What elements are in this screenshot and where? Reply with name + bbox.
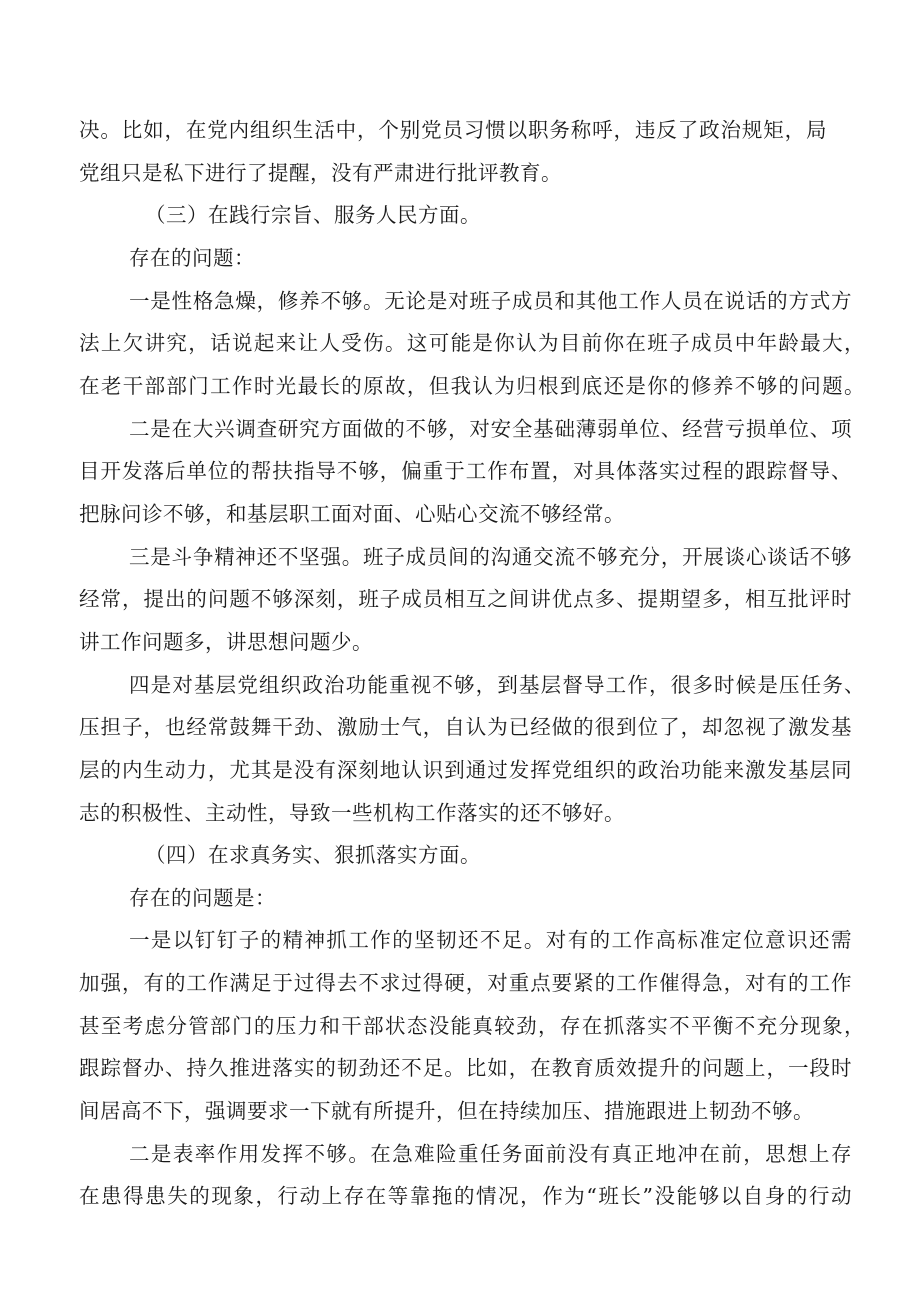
text-line: 四是对基层党组织政治功能重视不够，到基层督导工作，很多时候是压任务、 xyxy=(129,673,865,697)
text-line: 志的积极性、主动性，导致一些机构工作落实的还不够好。 xyxy=(79,801,625,825)
text-line: 跟踪督办、持久推进落实的韧劲还不足。比如，在教育质效提升的问题上，一段时 xyxy=(79,1056,852,1080)
text-line: 存在的问题是： xyxy=(129,886,276,910)
text-line: 层的内生动力，尤其是没有深刻地认识到通过发挥党组织的政治功能来激发基层同 xyxy=(79,758,852,782)
text-line: 间居高不下，强调要求一下就有所提升，但在持续加压、措施跟进上韧劲不够。 xyxy=(79,1099,814,1123)
text-line: 党组只是私下进行了提醒，没有严肃进行批评教育。 xyxy=(79,161,562,185)
text-line: 三是斗争精神还不坚强。班子成员间的沟通交流不够充分，开展谈心谈话不够 xyxy=(129,545,852,569)
text-line: 二是表率作用发挥不够。在急难险重任务面前没有真正地冲在前，思想上存 xyxy=(129,1142,852,1166)
text-line: 加强，有的工作满足于过得去不求过得硬，对重点要紧的工作催得急，对有的工作 xyxy=(79,971,852,995)
text-line: 在患得患失的现象，行动上存在等靠拖的情况，作为“班长”没能够以自身的行动 xyxy=(79,1184,852,1208)
text-line: 甚至考虑分管部门的压力和干部状态没能真较劲，存在抓落实不平衡不充分现象， xyxy=(79,1014,865,1038)
text-line: 法上欠讲究，话说起来让人受伤。这可能是你认为目前你在班子成员中年龄最大， xyxy=(79,331,865,355)
text-line: 决。比如，在党内组织生活中，个别党员习惯以职务称呼，违反了政治规矩，局 xyxy=(79,118,827,142)
section-heading: （三）在践行宗旨、服务人民方面。 xyxy=(145,203,481,227)
text-line: 在老干部部门工作时光最长的原故，但我认为归根到底还是你的修养不够的问题。 xyxy=(79,374,865,398)
text-line: 一是以钉钉子的精神抓工作的坚韧还不足。对有的工作高标准定位意识还需 xyxy=(129,928,852,952)
section-heading: （四）在求真务实、狠抓落实方面。 xyxy=(145,843,481,867)
text-line: 经常，提出的问题不够深刻，班子成员相互之间讲优点多、提期望多，相互批评时 xyxy=(79,587,852,611)
text-line: 二是在大兴调查研究方面做的不够，对安全基础薄弱单位、经营亏损单位、项 xyxy=(129,417,852,441)
text-line: 存在的问题： xyxy=(129,246,255,270)
text-line: 把脉问诊不够，和基层职工面对面、心贴心交流不够经常。 xyxy=(79,502,625,526)
text-line: 目开发落后单位的帮扶指导不够，偏重于工作布置，对具体落实过程的跟踪督导、 xyxy=(79,459,852,483)
text-line: 讲工作问题多，讲思想问题少。 xyxy=(79,630,373,654)
text-line: 一是性格急燥，修养不够。无论是对班子成员和其他工作人员在说话的方式方 xyxy=(129,289,852,313)
text-line: 压担子，也经常鼓舞干劲、激励士气，自认为已经做的很到位了，却忽视了激发基 xyxy=(79,715,852,739)
